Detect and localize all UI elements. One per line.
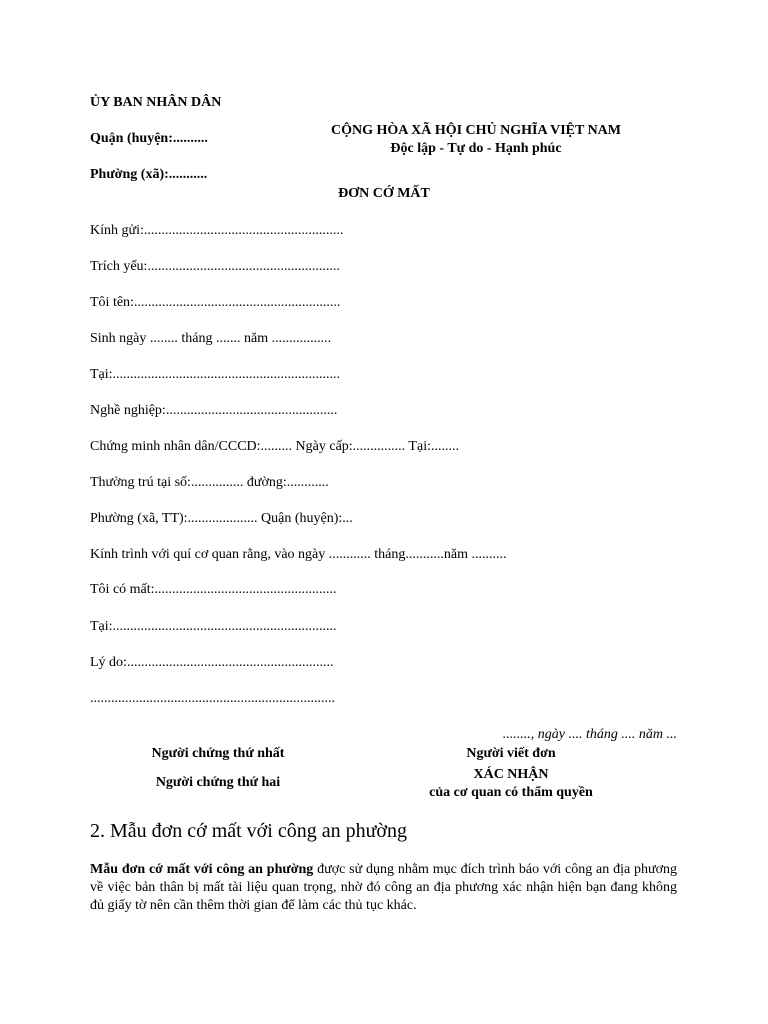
field-lost-item: Tôi có mất:.................................................... xyxy=(90,582,337,597)
nation-title: CỘNG HÒA XÃ HỘI CHỦ NGHĨA VIỆT NAM xyxy=(330,123,621,138)
section-heading: 2. Mẫu đơn cớ mất với công an phường xyxy=(90,820,407,842)
paragraph-body: được sử dụng nhằm mục đích trình báo với công an địa phương về việc bản thân bị mất tài liệu quan trọng, nhờ đó công an địa phương xác nhận hiện bạn đang không đủ giấy tờ nên cần thêm thời gian để làm các thủ tục khác. xyxy=(90,862,677,913)
field-name: Tôi tên:........................................................... xyxy=(90,295,341,310)
confirm-label: XÁC NHẬN xyxy=(473,767,549,782)
paragraph-lead: Mẫu đơn cớ mất với công an phường xyxy=(90,862,314,877)
form-title: ĐƠN CỚ MẤT xyxy=(338,186,430,201)
field-occupation: Nghề nghiệp:................................................. xyxy=(90,403,338,418)
date-line: ........, ngày .... tháng .... năm ... xyxy=(502,727,677,742)
field-id-card: Chứng minh nhân dân/CCCD:......... Ngày cấp:............... Tại:........ xyxy=(90,439,459,454)
witness-2-label: Người chứng thứ hai xyxy=(155,775,281,790)
section-paragraph xyxy=(90,861,677,915)
field-birthplace: Tại:................................................................. xyxy=(90,367,341,382)
field-report-date: Kính trình với quí cơ quan rằng, vào ngày ............ tháng...........năm .......... xyxy=(90,547,507,562)
ward-label: Phường (xã):........... xyxy=(90,167,208,182)
field-residence: Thường trú tại số:............... đường:............ xyxy=(90,475,329,490)
field-summary: Trích yếu:....................................................... xyxy=(90,259,340,274)
field-extra-line: ...................................................................... xyxy=(90,691,335,706)
district-label: Quận (huyện:.......... xyxy=(90,131,208,146)
motto: Độc lập - Tự do - Hạnh phúc xyxy=(390,141,562,156)
authority-label: của cơ quan có thẩm quyền xyxy=(429,785,593,800)
field-birthdate: Sinh ngày ........ tháng ....... năm ................. xyxy=(90,331,332,346)
field-ward-district: Phường (xã, TT):.................... Quận (huyện):... xyxy=(90,511,353,526)
field-recipient: Kính gửi:......................................................... xyxy=(90,223,344,238)
field-lost-place: Tại:................................................................ xyxy=(90,619,337,634)
applicant-label: Người viết đơn xyxy=(466,746,556,761)
committee-label: ỦY BAN NHÂN DÂN xyxy=(90,95,222,110)
witness-1-label: Người chứng thứ nhất xyxy=(151,746,285,761)
field-reason: Lý do:........................................................... xyxy=(90,655,334,670)
